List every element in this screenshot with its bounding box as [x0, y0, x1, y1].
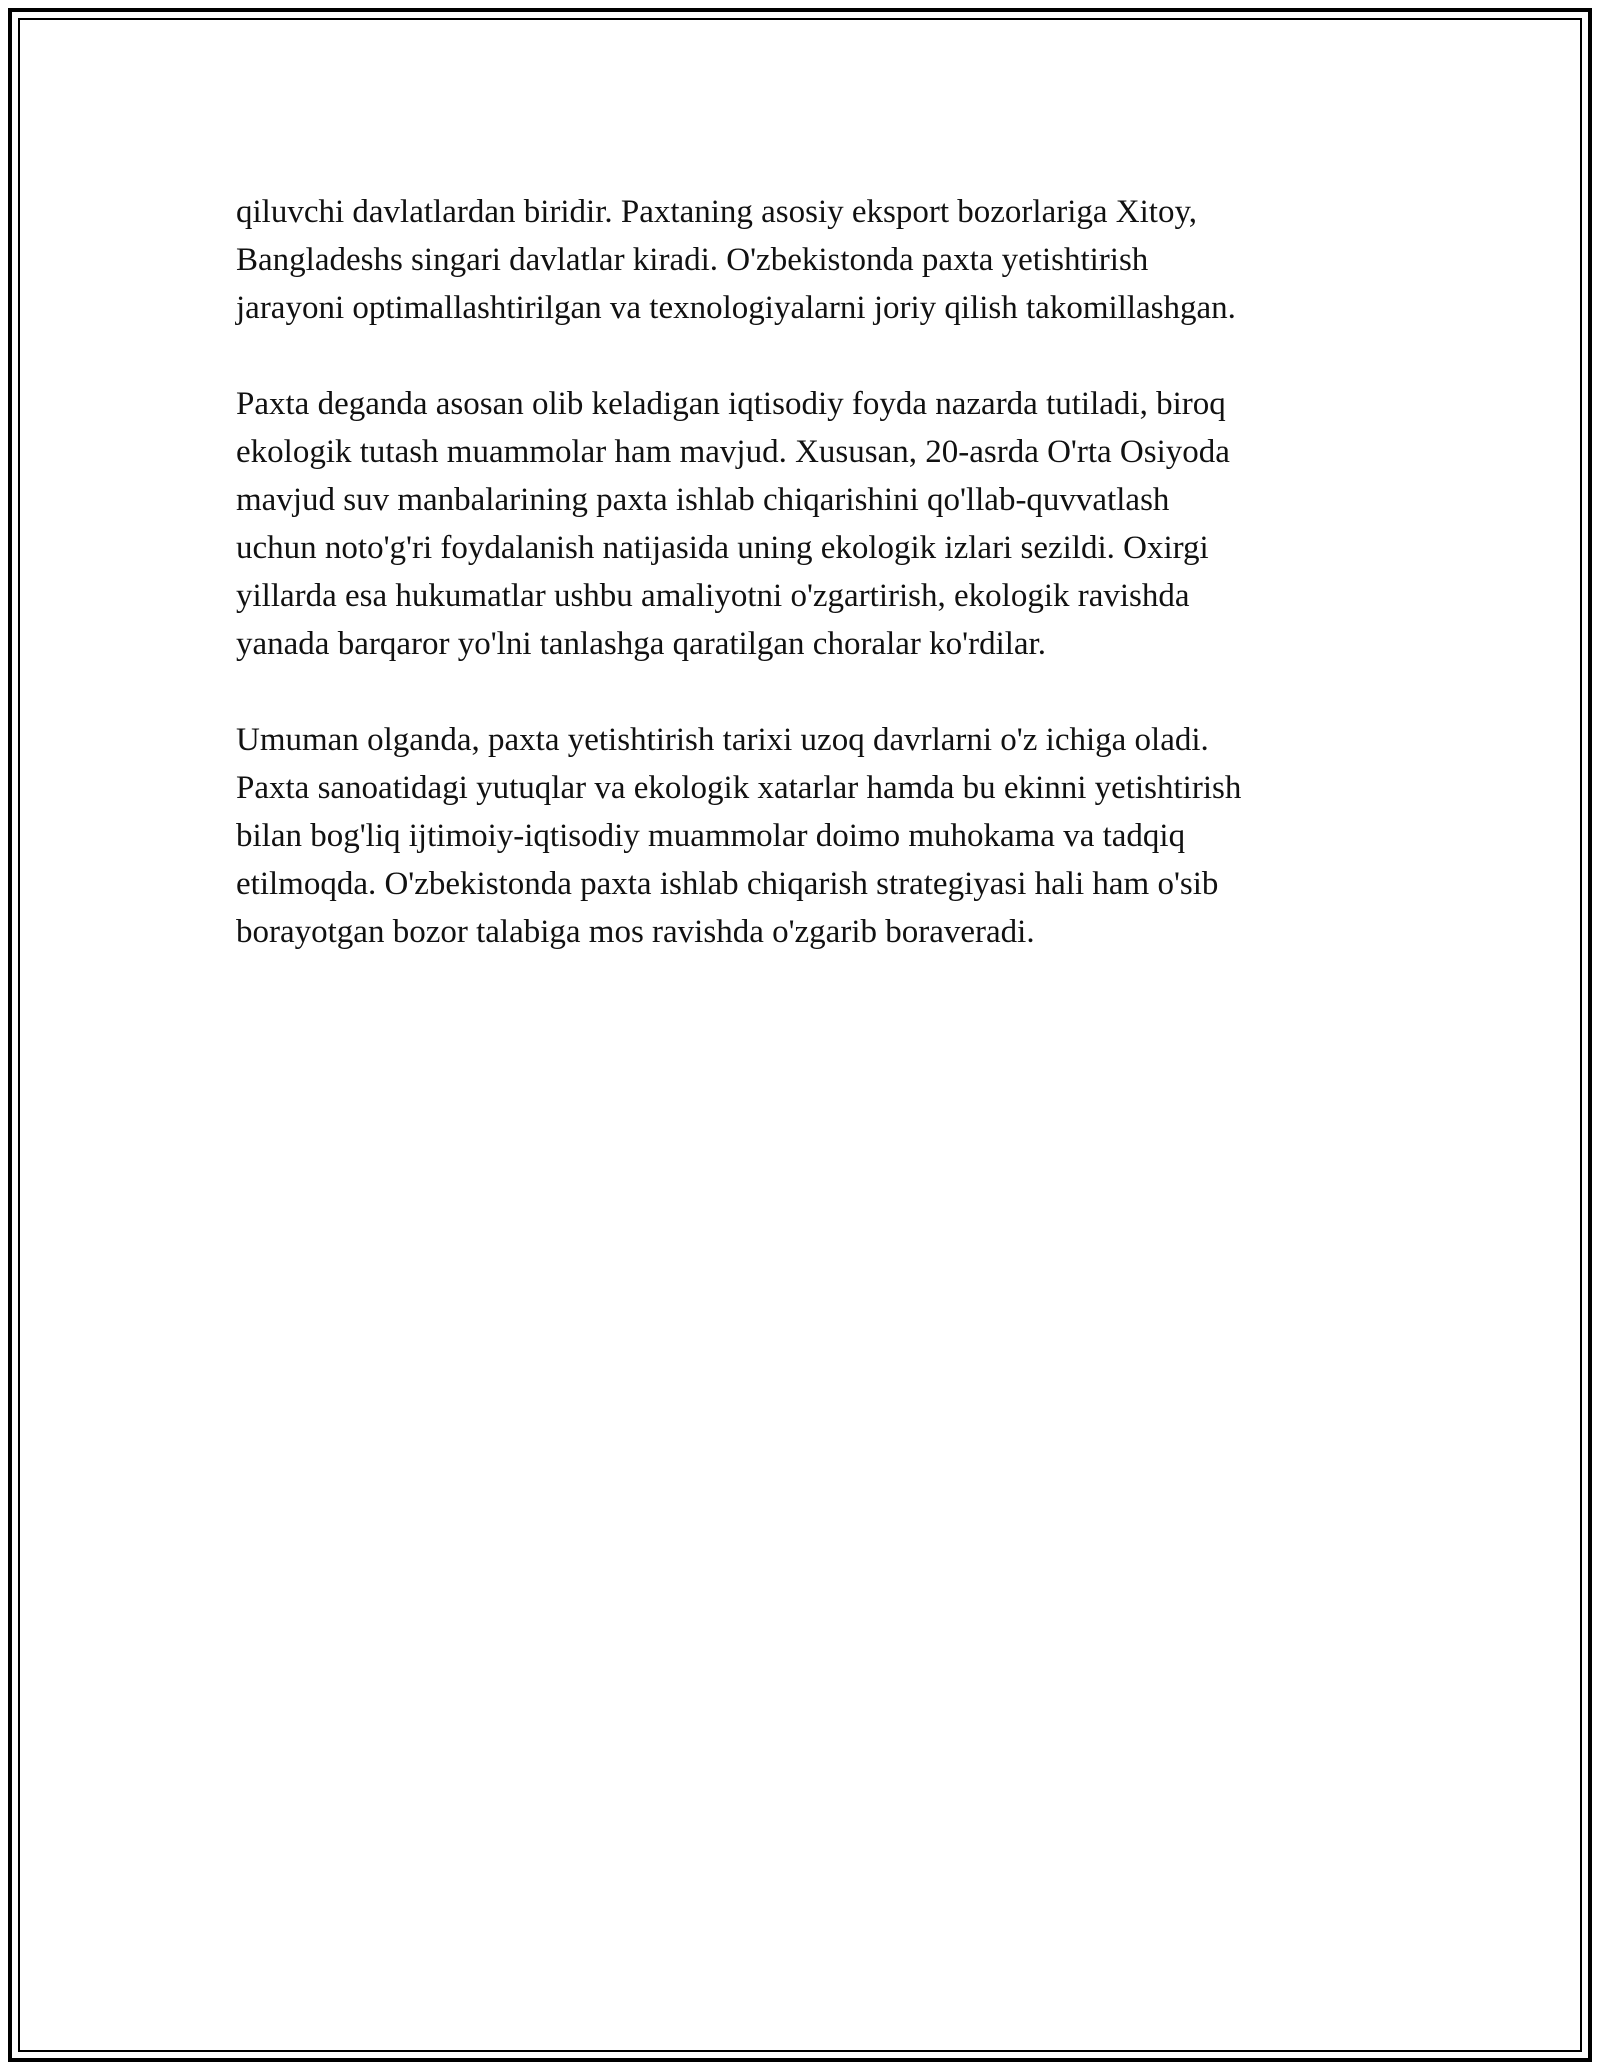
paragraph-line: yanada barqaror yo'lni tanlashga qaratilgan choralar ko'rdilar.: [236, 626, 1046, 662]
paragraph-2: [236, 380, 1376, 668]
paragraph-line: Paxta sanoatidagi yutuqlar va ekologik xatarlar hamda bu ekinni yetishtirish: [236, 770, 1242, 806]
paragraph-line: Bangladeshs singari davlatlar kiradi. O'zbekistonda paxta yetishtirish: [236, 242, 1149, 278]
paragraph-line: jarayoni optimallashtirilgan va texnologiyalarni joriy qilish takomillashgan.: [236, 290, 1236, 326]
paragraph-line: qiluvchi davlatlardan biridir. Paxtaning asosiy eksport bozorlariga Xitoy,: [236, 194, 1198, 230]
paragraph-line: yillarda esa hukumatlar ushbu amaliyotni o'zgartirish, ekologik ravishda: [236, 578, 1190, 614]
paragraph-line: mavjud suv manbalarining paxta ishlab chiqarishini qo'llab-quvvatlash: [236, 482, 1170, 518]
paragraph-line: bilan bog'liq ijtimoiy-iqtisodiy muammolar doimo muhokama va tadqiq: [236, 818, 1186, 854]
paragraph-1: [236, 188, 1376, 332]
paragraph-line: uchun noto'g'ri foydalanish natijasida uning ekologik izlari sezildi. Oxirgi: [236, 530, 1209, 566]
paragraph-line: ekologik tutash muammolar ham mavjud. Xususan, 20-asrda O'rta Osiyoda: [236, 434, 1230, 470]
paragraph-line: Paxta deganda asosan olib keladigan iqtisodiy foyda nazarda tutiladi, biroq: [236, 386, 1226, 422]
document-body: [236, 188, 1376, 1004]
paragraph-line: etilmoqda. O'zbekistonda paxta ishlab chiqarish strategiyasi hali ham o'sib: [236, 866, 1219, 902]
paragraph-3: [236, 716, 1376, 956]
paragraph-line: borayotgan bozor talabiga mos ravishda o'zgarib boraveradi.: [236, 914, 1035, 950]
paragraph-line: Umuman olganda, paxta yetishtirish tarixi uzoq davrlarni o'z ichiga oladi.: [236, 722, 1209, 758]
